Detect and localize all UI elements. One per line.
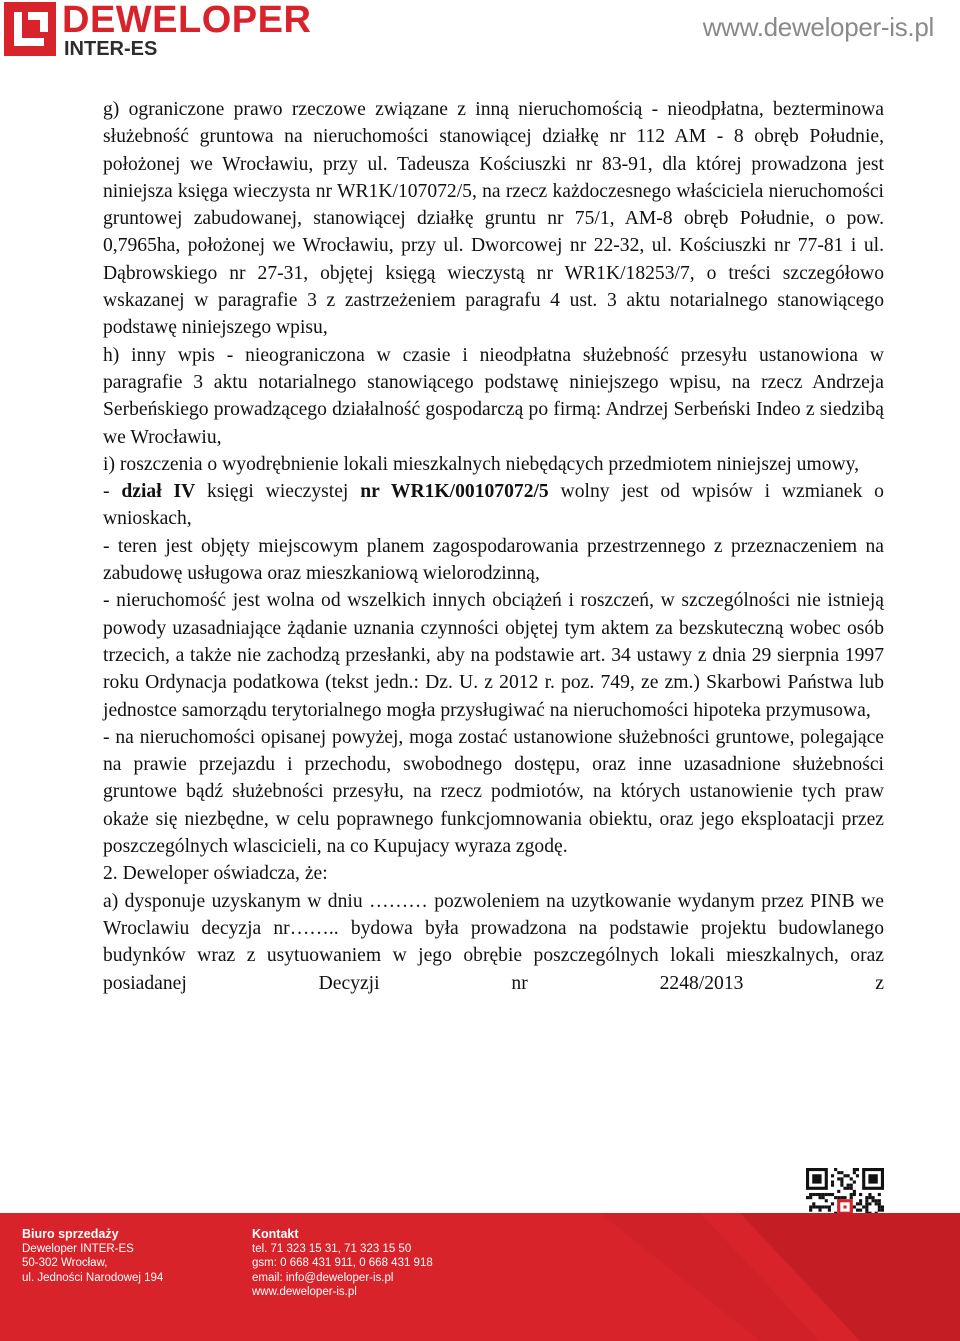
document-body bbox=[103, 96, 884, 997]
text-segment: - bbox=[103, 481, 122, 503]
contact-phone: tel. 71 323 15 31, 71 323 15 50 bbox=[252, 1242, 412, 1255]
contact-gsm: gsm: 0 668 431 911, 0 668 431 918 bbox=[252, 1257, 433, 1269]
text-segment: - nieruchomość jest wolna od wszelkich innych obciążeń i roszczeń, w szczególności nie istnieją powody uzasadniające żądanie uznania czynności objętej tym aktem za bezskuteczną wobec osób trzecich, a także nie zachodzą przesłanki, aby na podstawie art. 34 ustawy z dnia 29 sierpnia 1997 roku Ordynacja podatkowa (tekst jedn.: Dz. U. z 2012 r. poz. 749, ze zm.) Skarbowi Państwa lub jednostce samorządu terytorialnego mogła przysługiwać na nieruchomości hipoteka przymusowa, bbox=[103, 590, 884, 721]
document-paragraph bbox=[103, 533, 884, 588]
brand-subtitle: INTER-ES bbox=[64, 38, 158, 60]
sales-heading: Biuro sprzedaży bbox=[22, 1227, 119, 1241]
sales-line: 50-302 Wrocław, bbox=[22, 1257, 108, 1269]
text-segment: wolny jest od wpisów i wzmianek o wnioskach, bbox=[103, 481, 884, 530]
deweloper-logo-icon bbox=[4, 2, 56, 56]
brand-name: DEWELOPER bbox=[62, 0, 312, 41]
document-paragraph bbox=[103, 724, 884, 860]
text-segment: 2. Deweloper oświadcza, że: bbox=[103, 863, 328, 885]
document-paragraph bbox=[103, 478, 884, 533]
footer-sales-office bbox=[22, 1227, 163, 1285]
text-segment: - teren jest objęty miejscowym planem zagospodarowania przestrzennego z przeznaczeniem na zabudowę usługowa oraz mieszkaniową wielorodzinną, bbox=[103, 535, 884, 585]
text-segment: h) inny wpis - nieograniczona w czasie i nieodpłatna służebność przesyłu ustanowiona w paragrafie 3 aktu notarialnego stanowiącego podstawę niniejszego wpisu, na rzecz Andrzeja Serbeńskiego prowadzącego działalność gospodarczą po firmą: Andrzej Serbeński Indeo z siedzibą we Wrocławiu, bbox=[103, 344, 884, 448]
text-segment: księgi wieczystej bbox=[195, 481, 361, 503]
footer-contact bbox=[252, 1227, 433, 1300]
contact-email[interactable]: email: info@deweloper-is.pl bbox=[252, 1271, 394, 1284]
document-paragraph bbox=[103, 888, 884, 997]
document-paragraph bbox=[103, 451, 884, 478]
bold-text-segment: dział IV bbox=[121, 481, 196, 503]
text-segment: - na nieruchomości opisanej powyżej, moga zostać ustanowione służebności gruntowe, polegające na prawie przejazdu i przechodu, swobodnego dostępu, oraz inne uzasadnione służebności gruntowe bądź służebności przesyłu, na rzecz podmiotów, na których ustanowienie tych praw okaże się niezbędne, w celu poprawnego funkcjomnowania obiektu, oraz jego eksploatacji przez poszczególnych wlascicieli, na co Kupujacy wyraza zgodę. bbox=[103, 726, 884, 858]
contact-heading: Kontakt bbox=[252, 1227, 299, 1241]
document-paragraph bbox=[103, 342, 884, 451]
page-header bbox=[0, 0, 960, 70]
page-footer bbox=[0, 1213, 960, 1341]
contact-website[interactable]: www.deweloper-is.pl bbox=[252, 1286, 357, 1298]
bold-text-segment: nr WR1K/00107072/5 bbox=[360, 481, 549, 503]
website-url[interactable]: www.deweloper-is.pl bbox=[702, 12, 934, 42]
document-paragraph bbox=[103, 96, 884, 342]
sales-line: ul. Jedności Narodowej 194 bbox=[22, 1271, 164, 1284]
document-paragraph bbox=[103, 860, 884, 887]
sales-line: Deweloper INTER-ES bbox=[22, 1242, 134, 1255]
text-segment: a) dysponuje uzyskanym w dniu ……… pozwoleniem na uzytkowanie wydanym przez PINB we Wroclawiu decyzja nr…….. bydowa była prowadzona na podstawie projektu budowlanego budynków wraz z usytuowaniem w jego obrębie poszczególnych lokali mieszkalnych, oraz posiadanej Decyzji nr 2248/2013 z bbox=[103, 890, 884, 994]
text-segment: i) roszczenia o wyodrębnienie lokali mieszkalnych niebędących przedmiotem niniejszej umowy, bbox=[103, 453, 860, 475]
text-segment: g) ograniczone prawo rzeczowe związane z inną nieruchomością - nieodpłatna, bezterminowa służebność gruntowa na nieruchomości stanowiącej działkę nr 112 AM - 8 obręb Południe, położonej we Wrocławiu, przy ul. Tadeusza Kościuszki nr 83-91, dla której prowadzona jest niniejsza księga wieczysta nr WR1K/107072/5, na rzecz każdoczesnego właściciela nieruchomości gruntowej zabudowanej, stanowiącej działkę gruntu nr 75/1, AM-8 obręb Południe, o pow. 0,7965ha, położonej we Wrocławiu, przy ul. Dworcowej nr 22-32, ul. Kościuszki nr 77-81 i ul. Dąbrowskiego nr 27-31, objętej księgą wieczystą nr WR1K/18253/7, o treści szczegółowo wskazanej w paragrafie 3 z zastrzeżeniem paragrafu 4 ust. 3 aktu notarialnego stanowiącego podstawę niniejszego wpisu, bbox=[103, 99, 884, 339]
document-paragraph bbox=[103, 587, 884, 723]
